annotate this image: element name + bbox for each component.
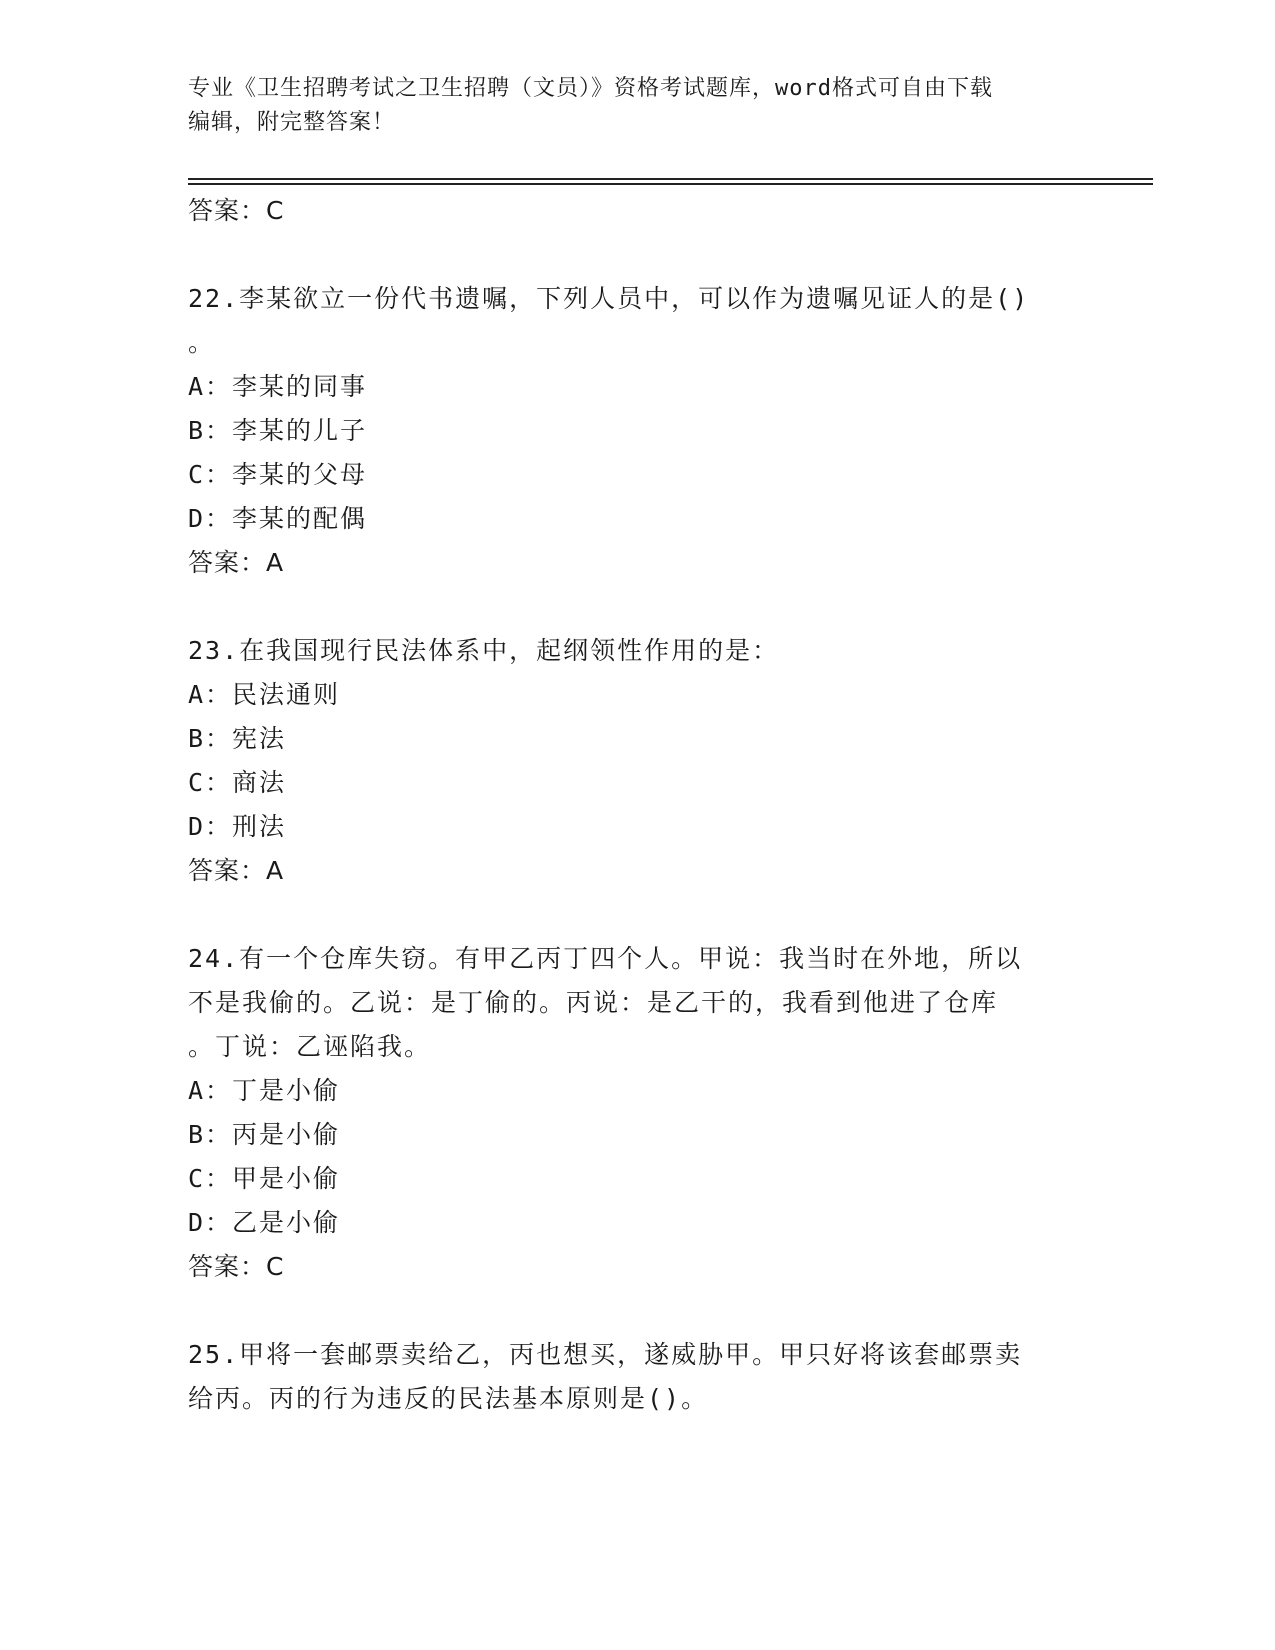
question-23-text-line-1: 23.在我国现行民法体系中，起纲领性作用的是： <box>188 636 780 665</box>
question-23-option-b: B：宪法 <box>188 724 287 753</box>
question-24-text-line-2: 不是我偷的。乙说：是丁偷的。丙说：是乙干的，我看到他进了仓库 <box>188 988 999 1017</box>
question-24-option-b: B：丙是小偷 <box>188 1120 341 1149</box>
question-25-text-line-2: 给丙。丙的行为违反的民法基本原则是()。 <box>188 1384 709 1413</box>
question-22-option-d: D：李某的配偶 <box>188 504 368 533</box>
header-divider-top <box>188 178 1153 180</box>
header-divider-bottom <box>188 183 1153 185</box>
header-line-1: 专业《卫生招聘考试之卫生招聘（文员）》资格考试题库，word格式可自由下载 <box>188 76 993 101</box>
answer-24: 答案：C <box>188 1252 285 1281</box>
question-25-text-line-1: 25.甲将一套邮票卖给乙，丙也想买，遂威胁甲。甲只好将该套邮票卖 <box>188 1340 1023 1369</box>
question-24-option-a: A：丁是小偷 <box>188 1076 341 1105</box>
header-line-2: 编辑，附完整答案！ <box>188 110 396 135</box>
answer-23: 答案：A <box>188 856 285 885</box>
document-header <box>188 72 1088 140</box>
answer-21: 答案：C <box>188 196 285 225</box>
question-24-option-c: C：甲是小偷 <box>188 1164 341 1193</box>
question-22-text-line-1: 22.李某欲立一份代书遗嘱，下列人员中，可以作为遗嘱见证人的是() <box>188 284 1030 313</box>
question-23-option-c: C：商法 <box>188 768 287 797</box>
question-22-option-a: A：李某的同事 <box>188 372 368 401</box>
question-22-option-b: B：李某的儿子 <box>188 416 368 445</box>
question-24-text-line-1: 24.有一个仓库失窃。有甲乙丙丁四个人。甲说：我当时在外地，所以 <box>188 944 1023 973</box>
question-24-option-d: D：乙是小偷 <box>188 1208 341 1237</box>
question-22-option-c: C：李某的父母 <box>188 460 368 489</box>
question-23-option-d: D：刑法 <box>188 812 287 841</box>
question-23-option-a: A：民法通则 <box>188 680 341 709</box>
answer-22: 答案：A <box>188 548 285 577</box>
question-22-text-line-2: 。 <box>188 328 216 357</box>
question-24-text-line-3: 。丁说：乙诬陷我。 <box>188 1032 432 1061</box>
